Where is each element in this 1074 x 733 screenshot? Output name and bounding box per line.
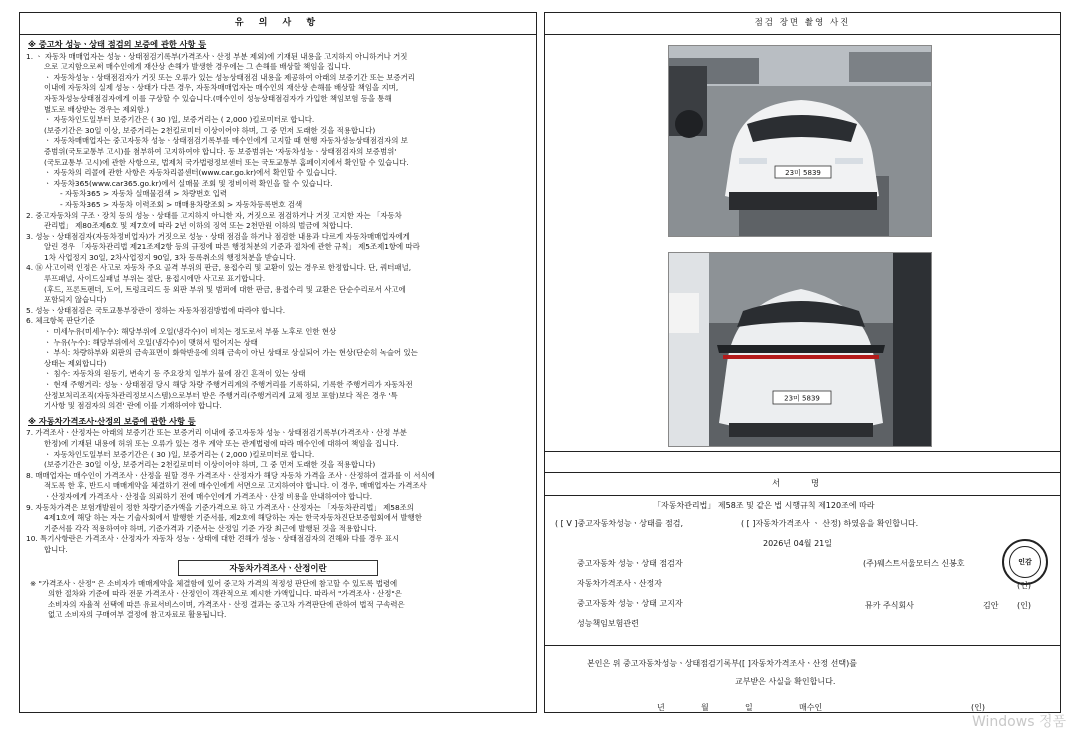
notice-line: ㆍ 자동차인도일부터 보증기간은 ( 30 )일, 보증거리는 ( 2,000 )킬로미터로 합니다. — [44, 115, 315, 125]
notice-line: 증범위(국토교통부 고시)를 첨부하여 고지하여야 합니다. 동 보증범위는 '자동차성능ㆍ상태점검자의 보증범위' — [44, 146, 397, 156]
performance-check-confirm: ( [ V ]중고자동차성능ㆍ상태를 점검, — [555, 519, 684, 528]
signature-date: 2026년 04월 21일 — [763, 539, 832, 548]
signature-section — [545, 496, 1060, 646]
price-definition-title: 자동차가격조사ㆍ산정이란 — [178, 560, 378, 576]
notice-line: ㆍ 침수: 자동차의 원동기, 변속기 등 주요장치 일부가 물에 잠긴 흔적이 있는 상태 — [44, 369, 306, 379]
law-reference: 「자동차관리법」 제58조 및 같은 법 시행규칙 제120조에 따라 — [653, 501, 875, 510]
buyer-confirm-text-2: 교부받은 사실을 확인합니다. — [735, 677, 836, 686]
notice-line: ㆍ 자동차의 리콜에 관한 사항은 자동차리콜센터(www.car.go.kr)에서 확인할 수 있습니다. — [44, 168, 337, 178]
notice-line: 합니다. — [44, 544, 68, 554]
notice-line: 7. 가격조사ㆍ산정자는 아래의 보증기간 또는 보증거리 이내에 중고자동차 성능ㆍ상태점검기록부(가격조사ㆍ산정 부분 — [26, 428, 407, 438]
notifier-name: 김안 — [983, 601, 999, 610]
notice-line: ㆍ 자동차매매업자는 중고자동차 성능ㆍ상태점검기록부를 매수인에게 고지할 때 현행 자동차성능상태점검자의 보 — [44, 136, 408, 146]
notice-line: ㆍ 부식: 차량하부와 외판의 금속표면이 화학반응에 의해 금속이 아닌 상태로 상실되어 가는 현상(단순히 녹슬어 있는 — [44, 348, 418, 358]
buyer-date-month: 월 — [701, 703, 709, 712]
notice-line: 이내에 자동차의 실제 성능ㆍ상태가 다른 경우, 자동차매매업자는 매수인의 재산상 손해를 배상할 책임을 지며, — [44, 83, 399, 93]
notice-line: ㆍ 현재 주행거리: 성능ㆍ상태점검 당시 해당 차량 주행거리계의 주행거리를 기록하되, 기록한 주행거리가 자동차전 — [44, 380, 413, 389]
price-definition-note — [26, 579, 530, 621]
notice-line: 기사항 및 점검자의 의견' 란에 이를 기재하여야 합니다. — [44, 401, 222, 411]
photo-section — [545, 35, 1060, 452]
note-line: 소비자의 자율적 선택에 따른 유료서비스이며, 가격조사ㆍ산정 결과는 중고차 가격판단에 관하여 법적 구속력은 — [48, 599, 405, 609]
notice-line: ㆍ산정자에게 가격조사ㆍ산정을 의뢰하기 전에 매수인에게 가격조사ㆍ산정 비용을 안내하여야 합니다. — [44, 491, 373, 501]
notice-line: ㆍ 자동차365(www.car365.go.kr)에서 실매물 조회 및 정비이력 확인을 할 수 있습니다. — [44, 178, 333, 188]
inspector-label: 중고자동차 성능ㆍ상태 점검자 — [577, 559, 683, 568]
notice-line: 한정)에 기재된 내용에 허위 또는 오류가 있는 경우 계약 또는 관계법령에 따라 매수인에 대하여 책임을 집니다. — [44, 438, 399, 448]
notice-line: 포함되지 않습니다) — [44, 295, 107, 305]
note-line: 없고 소비자의 구매여부 결정에 참고자료로 활용됩니다. — [48, 610, 227, 620]
notice-line: ㆍ 누유(누수): 해당부위에서 오일(냉각수)이 맺혀서 떨어지는 상태 — [44, 337, 258, 347]
notifier-label: 중고자동차 성능ㆍ상태 고지자 — [577, 599, 683, 608]
notice-line: 2. 중고자동차의 구조ㆍ장치 등의 성능ㆍ상태를 고지하지 아니한 자, 거짓으로 점검하거나 거짓 고지한 자는 「자동차 — [26, 210, 402, 220]
buyer-date-year: 년 — [657, 703, 665, 712]
signature-title: 서 명 — [545, 472, 1060, 496]
notice-line: ㆍ 자동차인도일부터 보증기간은 ( 30 )일, 보증거리는 ( 2,000 )킬로미터로 합니다. — [44, 449, 315, 459]
notice-line: 관리법」 제80조제6호 및 제7호에 따라 2년 이하의 징역 또는 2천만원 이하의 벌금에 처합니다. — [44, 221, 353, 231]
inspection-page — [544, 12, 1061, 713]
notice-line: (국토교통부 고시)에 관한 사항으로, 법제처 국가법령정보센터 또는 국토교통부 홈페이지에서 확인할 수 있습니다. — [44, 157, 409, 167]
notice-page — [19, 12, 537, 713]
buyer-seal: (인) — [971, 703, 985, 712]
notice-line: 상태는 제외합니다) — [44, 358, 107, 368]
section1-heading: ※ 중고차 성능ㆍ상태 점검의 보증에 관한 사항 등 — [28, 39, 207, 49]
notice-line: 기준서를 각각 적용하여야 하며, 기준가격과 기준서는 산정일 기준 가장 최근에 발행된 것을 적용합니다. — [44, 523, 377, 533]
notice-title: 유 의 사 항 — [20, 13, 536, 35]
notifier-seal: (인) — [1017, 601, 1031, 610]
section2-heading: ※ 자동차가격조사·산정의 보증에 관한 사항 등 — [28, 415, 196, 426]
notice-line: 1차 사업정지 30일, 2차사업정지 90일, 3차 등록취소의 행정처분을 받습니다. — [44, 252, 296, 262]
notice-line: 산정보처리조직(자동차관리정보시스템)으로부터 받은 주행거리(주행거리계 교체 정보 포함)보다 적은 경우 '특 — [44, 390, 398, 400]
note-line: ※ "가격조사ㆍ산정" 은 소비자가 매매계약을 체결함에 있어 중고차 가격의 적정성 판단에 참고할 수 있도록 법령에 — [30, 578, 398, 588]
notice-line: (후드, 프론트펜더, 도어, 트렁크리드 등 외판 부위 및 범퍼에 대한 판금, 용접수리 및 교환은 단순수리로서 사고에 — [44, 284, 406, 294]
notice-line: 1. ㆍ 자동차 매매업자는 성능ㆍ상태점검기록부(가격조사ㆍ산정 부분 제외)에 기재된 내용을 고지하지 아니하거나 거짓 — [26, 51, 408, 61]
notice-line: 알린 경우 「자동차관리법 제21조제2항 등의 규정에 따른 행정처분의 기준과 절차에 관한 규칙」 제5조제1항에 따라 — [44, 242, 420, 252]
company-seal-stamp — [1002, 539, 1048, 585]
rear-vehicle-photo — [668, 252, 932, 447]
buyer-date-day: 일 — [745, 703, 753, 712]
notice-line: 9. 자동차가격은 보험개발원이 정한 차량기준가액을 기준가격으로 하고 가격조사ㆍ산정자는 「자동차관리법」 제58조의 — [26, 502, 414, 512]
front-vehicle-photo — [668, 45, 932, 237]
notice-line: ㆍ 자동차성능ㆍ상태점검자가 거짓 또는 오류가 있는 성능상태점검 내용을 제공하여 아래의 보증기간 또는 보증거리 — [44, 72, 415, 82]
notice-line: 5. 성능ㆍ상태점검은 국토교통부장관이 정하는 자동차점검방법에 따라야 합니다. — [26, 305, 286, 315]
notice-line: 4. ⑯ 사고이력 인정은 사고로 자동차 주요 골격 부위의 판금, 용접수리 및 교환이 있는 경우로 한정합니다. 단, 쿼터패널, — [26, 263, 412, 273]
price-assessor-label: 자동차가격조사ㆍ산정자 — [577, 579, 663, 588]
os-activation-watermark: Windows 정품 — [972, 714, 1066, 730]
inspector-name: (주)웨스트서울모터스 신봉호 — [863, 559, 965, 568]
section1-items — [26, 52, 530, 412]
notice-line: (보증기간은 30일 이상, 보증거리는 2천킬로미터 이상이어야 하며, 그 중 먼저 도래한 것을 적용합니다) — [44, 125, 376, 135]
notice-line: 으로 고지함으로써 매수인에게 재산상 손해가 발생한 경우에는 그 손해를 배상할 책임을 집니다. — [44, 62, 351, 72]
notice-content — [26, 37, 530, 708]
insurance-label: 성능책임보험관련 — [577, 619, 639, 628]
notice-line: ㆍ 미세누유(미세누수): 해당부위에 오일(냉각수)이 비치는 정도로서 부품 노후로 인한 현상 — [44, 327, 337, 337]
buyer-label: 매수인 — [799, 703, 823, 712]
notice-line: - 자동차365 > 자동차 실매물검색 > 차량번호 입력 — [60, 189, 227, 199]
price-check-confirm: ( [ ]자동차가격조사 ㆍ 산정) 하였음을 확인합니다. — [741, 519, 919, 528]
notice-line: 3. 성능ㆍ상태점검자(자동차정비업자)가 거짓으로 성능ㆍ상태 점검을 하거나 점검한 내용과 다르게 자동차매매업자에게 — [26, 231, 410, 241]
notifier-company: 뮤카 주식회사 — [865, 601, 914, 610]
notice-line: (보증기간은 30일 이상, 보증거리는 2천킬로미터 이상이어야 하며, 그 중 먼저 도래한 것을 적용합니다) — [44, 460, 376, 470]
notice-line: 6. 체크항목 판단기준 — [26, 316, 95, 326]
front-plate: 23미 5839 — [785, 169, 821, 177]
photo-section-title: 점검 장면 촬영 사진 — [545, 13, 1060, 35]
stamp-text: 인감 — [1018, 558, 1032, 566]
notice-line: 10. 특기사항란은 가격조사ㆍ산정자가 자동차 성능ㆍ상태에 대한 견해가 성능ㆍ상태점검자의 견해와 다를 경우 표시 — [26, 534, 400, 544]
price-assessor-seal: (인) — [1017, 581, 1031, 590]
notice-line: 적도록 한 후, 반드시 매매계약을 체결하기 전에 매수인에게 서면으로 고지하여야 합니다. 이 경우, 매매업자는 가격조사 — [44, 481, 427, 491]
notice-line: 별도로 배상받는 경우는 제외함.) — [44, 104, 150, 114]
notice-line: 4제1호에 해당 하는 자는 기술사회에서 발행한 기준서를, 제2호에 해당하는 자는 한국자동차진단보증협회에서 발행한 — [44, 513, 422, 523]
section2-items — [26, 428, 530, 555]
rear-plate: 23미 5839 — [784, 394, 820, 403]
notice-line: 자동차성능상태점검자에게 이를 구상할 수 있습니다.(매수인이 성능상태점검자가 가입한 책임보험 등을 통해 — [44, 93, 392, 103]
note-line: 의한 절차와 기준에 따라 전문 가격조사ㆍ산정인이 객관적으로 제시한 가액입니다. 따라서 "가격조사ㆍ산정"은 — [48, 589, 402, 599]
notice-line: 루프패널, 사이드실패널 부위는 절단, 용접시에만 사고로 표기합니다. — [44, 274, 266, 284]
notice-line: - 자동차365 > 자동차 이력조회 > 매매용차량조회 > 자동차등록번호 검색 — [60, 199, 303, 209]
notice-line: 8. 매매업자는 매수인이 가격조사ㆍ산정을 원할 경우 가격조사ㆍ산정자가 해당 자동차 가격을 조사ㆍ산정하여 결과를 이 서식에 — [26, 470, 435, 480]
buyer-confirm-text: 본인은 위 중고자동차성능ㆍ상태점검기록부([ ]자동차가격조사ㆍ산정 선택)를 — [587, 659, 857, 668]
